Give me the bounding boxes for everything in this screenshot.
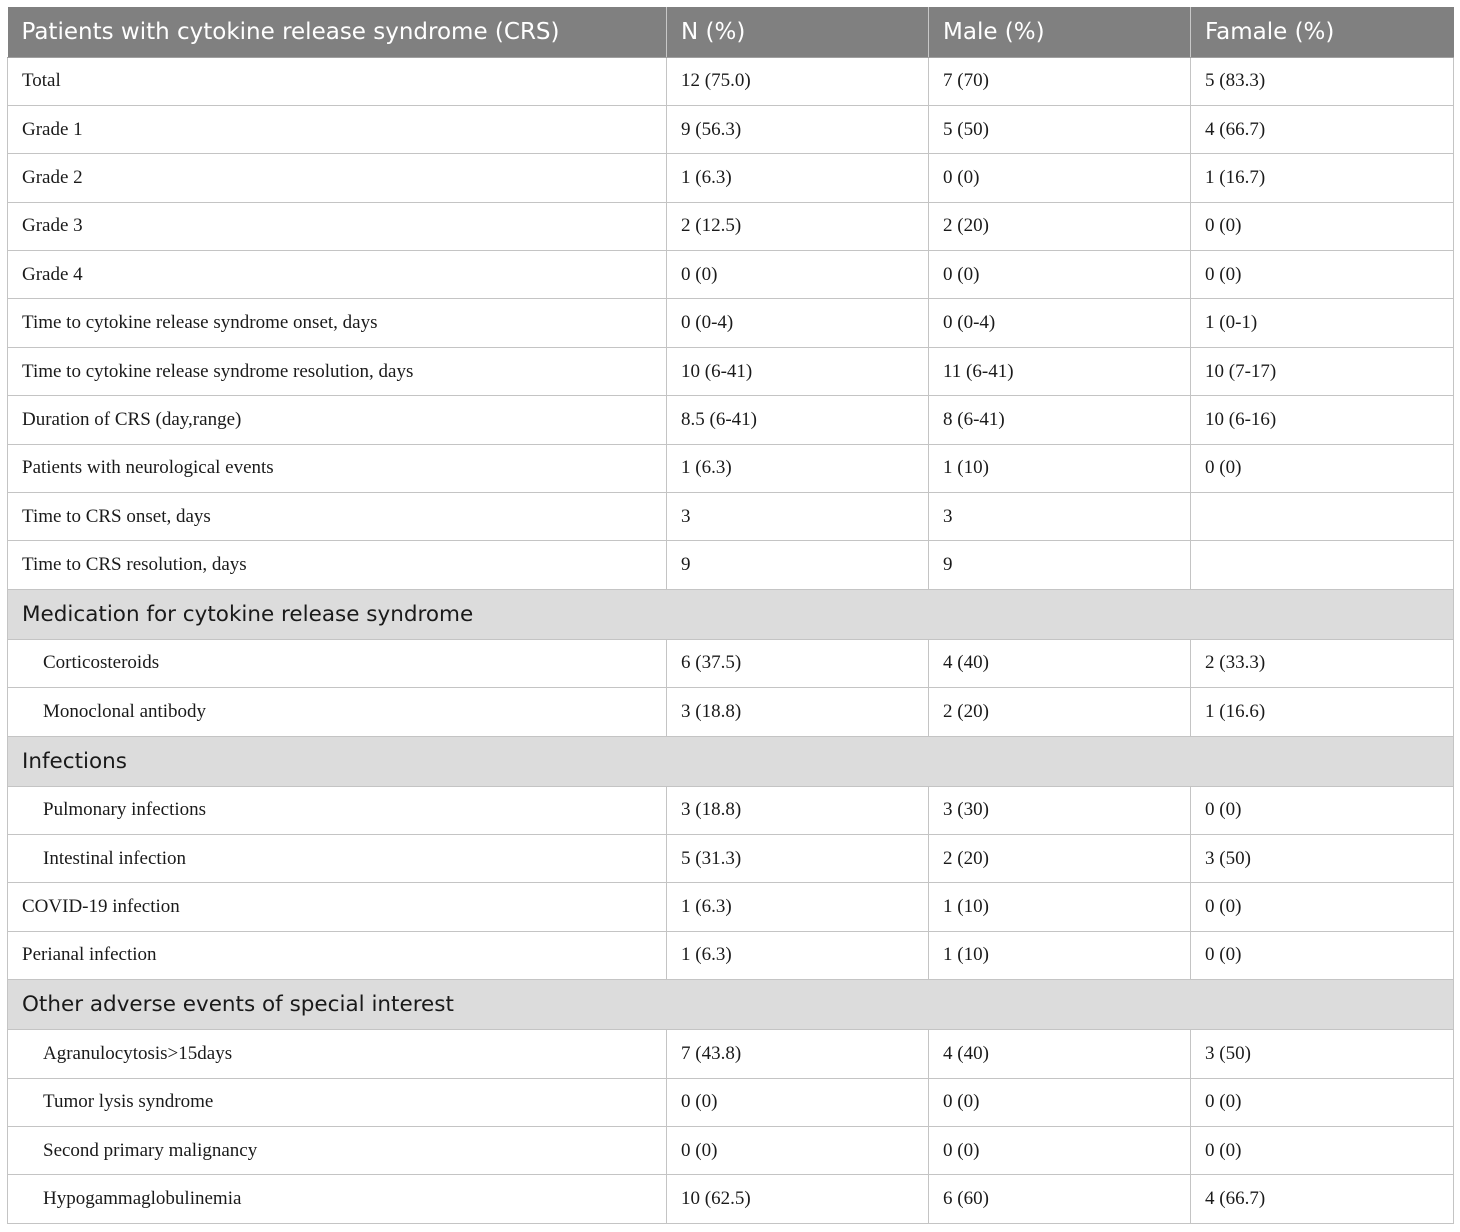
cell-female: 0 (0) — [1191, 251, 1454, 299]
cell-male: 2 (20) — [929, 202, 1191, 250]
table-row — [8, 786, 1454, 834]
table-row — [8, 1175, 1454, 1223]
table-row — [8, 57, 1454, 105]
cell-n: 5 (31.3) — [667, 834, 929, 882]
cell-n: 3 (18.8) — [667, 688, 929, 736]
cell-female: 4 (66.7) — [1191, 1175, 1454, 1223]
row-label: Tumor lysis syndrome — [8, 1078, 667, 1126]
row-label: Duration of CRS (day,range) — [8, 396, 667, 444]
cell-male: 0 (0) — [929, 1078, 1191, 1126]
cell-female: 0 (0) — [1191, 931, 1454, 979]
cell-n: 0 (0) — [667, 251, 929, 299]
table-row — [8, 541, 1454, 589]
row-label: Grade 4 — [8, 251, 667, 299]
cell-female: 5 (83.3) — [1191, 57, 1454, 105]
row-label: COVID-19 infection — [8, 883, 667, 931]
cell-female: 4 (66.7) — [1191, 105, 1454, 153]
section-heading: Other adverse events of special interest — [8, 980, 1454, 1030]
cell-female: 0 (0) — [1191, 444, 1454, 492]
table-row — [8, 639, 1454, 687]
cell-male: 6 (60) — [929, 1175, 1191, 1223]
table-row — [8, 299, 1454, 347]
cell-male: 2 (20) — [929, 688, 1191, 736]
cell-n: 3 — [667, 493, 929, 541]
cell-female: 0 (0) — [1191, 202, 1454, 250]
cell-female: 1 (16.6) — [1191, 688, 1454, 736]
row-label: Time to CRS onset, days — [8, 493, 667, 541]
cell-n: 9 (56.3) — [667, 105, 929, 153]
row-label: Grade 1 — [8, 105, 667, 153]
cell-male: 7 (70) — [929, 57, 1191, 105]
cell-male: 0 (0-4) — [929, 299, 1191, 347]
cell-female: 1 (0-1) — [1191, 299, 1454, 347]
row-label: Hypogammaglobulinemia — [8, 1175, 667, 1223]
table-row — [8, 1078, 1454, 1126]
cell-n: 1 (6.3) — [667, 444, 929, 492]
cell-n: 0 (0) — [667, 1078, 929, 1126]
cell-n: 12 (75.0) — [667, 57, 929, 105]
cell-n: 7 (43.8) — [667, 1030, 929, 1078]
cell-male: 1 (10) — [929, 883, 1191, 931]
cell-n: 6 (37.5) — [667, 639, 929, 687]
cell-n: 9 — [667, 541, 929, 589]
cell-male: 9 — [929, 541, 1191, 589]
cell-female: 10 (6-16) — [1191, 396, 1454, 444]
row-label: Agranulocytosis>15days — [8, 1030, 667, 1078]
cell-n: 1 (6.3) — [667, 154, 929, 202]
cell-female: 3 (50) — [1191, 1030, 1454, 1078]
row-label: Grade 2 — [8, 154, 667, 202]
row-label: Patients with neurological events — [8, 444, 667, 492]
row-label: Time to cytokine release syndrome resolution, days — [8, 347, 667, 395]
cell-male: 8 (6-41) — [929, 396, 1191, 444]
cell-male: 2 (20) — [929, 834, 1191, 882]
cell-male: 5 (50) — [929, 105, 1191, 153]
cell-male: 0 (0) — [929, 251, 1191, 299]
table-row — [8, 251, 1454, 299]
cell-female: 0 (0) — [1191, 1126, 1454, 1174]
row-label: Monoclonal antibody — [8, 688, 667, 736]
table-row — [8, 883, 1454, 931]
table-row — [8, 834, 1454, 882]
row-label: Pulmonary infections — [8, 786, 667, 834]
header-row — [8, 7, 1454, 57]
cell-n: 1 (6.3) — [667, 931, 929, 979]
table-row — [8, 105, 1454, 153]
section-heading: Infections — [8, 736, 1454, 786]
cell-male: 1 (10) — [929, 931, 1191, 979]
cell-male: 11 (6-41) — [929, 347, 1191, 395]
cell-male: 1 (10) — [929, 444, 1191, 492]
table-row — [8, 444, 1454, 492]
table-row — [8, 154, 1454, 202]
row-label: Intestinal infection — [8, 834, 667, 882]
cell-n: 2 (12.5) — [667, 202, 929, 250]
cell-male: 4 (40) — [929, 639, 1191, 687]
cell-n: 1 (6.3) — [667, 883, 929, 931]
section-row-infections — [8, 736, 1454, 786]
header-cell-male: Male (%) — [929, 7, 1191, 57]
table-row — [8, 202, 1454, 250]
section-row-other — [8, 980, 1454, 1030]
cell-female: 2 (33.3) — [1191, 639, 1454, 687]
cell-female: 3 (50) — [1191, 834, 1454, 882]
crs-table-container — [7, 7, 1453, 1224]
header-cell-female: Famale (%) — [1191, 7, 1454, 57]
table-row — [8, 347, 1454, 395]
header-cell-n: N (%) — [667, 7, 929, 57]
cell-female: 10 (7-17) — [1191, 347, 1454, 395]
table-row — [8, 493, 1454, 541]
cell-n: 8.5 (6-41) — [667, 396, 929, 444]
row-label: Time to cytokine release syndrome onset, days — [8, 299, 667, 347]
cell-n: 0 (0-4) — [667, 299, 929, 347]
cell-female: 1 (16.7) — [1191, 154, 1454, 202]
cell-n: 0 (0) — [667, 1126, 929, 1174]
cell-male: 0 (0) — [929, 154, 1191, 202]
cell-male: 4 (40) — [929, 1030, 1191, 1078]
table-row — [8, 688, 1454, 736]
table-row — [8, 396, 1454, 444]
row-label: Total — [8, 57, 667, 105]
section-heading: Medication for cytokine release syndrome — [8, 589, 1454, 639]
cell-male: 3 (30) — [929, 786, 1191, 834]
crs-table — [7, 7, 1454, 1224]
cell-n: 10 (62.5) — [667, 1175, 929, 1223]
cell-male: 3 — [929, 493, 1191, 541]
table-row — [8, 931, 1454, 979]
cell-n: 3 (18.8) — [667, 786, 929, 834]
header-cell-patients: Patients with cytokine release syndrome (CRS) — [8, 7, 667, 57]
row-label: Time to CRS resolution, days — [8, 541, 667, 589]
table-row — [8, 1126, 1454, 1174]
cell-n: 10 (6-41) — [667, 347, 929, 395]
row-label: Second primary malignancy — [8, 1126, 667, 1174]
row-label: Corticosteroids — [8, 639, 667, 687]
row-label: Perianal infection — [8, 931, 667, 979]
cell-female: 0 (0) — [1191, 786, 1454, 834]
cell-female — [1191, 493, 1454, 541]
cell-female: 0 (0) — [1191, 883, 1454, 931]
cell-male: 0 (0) — [929, 1126, 1191, 1174]
row-label: Grade 3 — [8, 202, 667, 250]
section-row-medication — [8, 589, 1454, 639]
table-row — [8, 1030, 1454, 1078]
cell-female — [1191, 541, 1454, 589]
cell-female: 0 (0) — [1191, 1078, 1454, 1126]
